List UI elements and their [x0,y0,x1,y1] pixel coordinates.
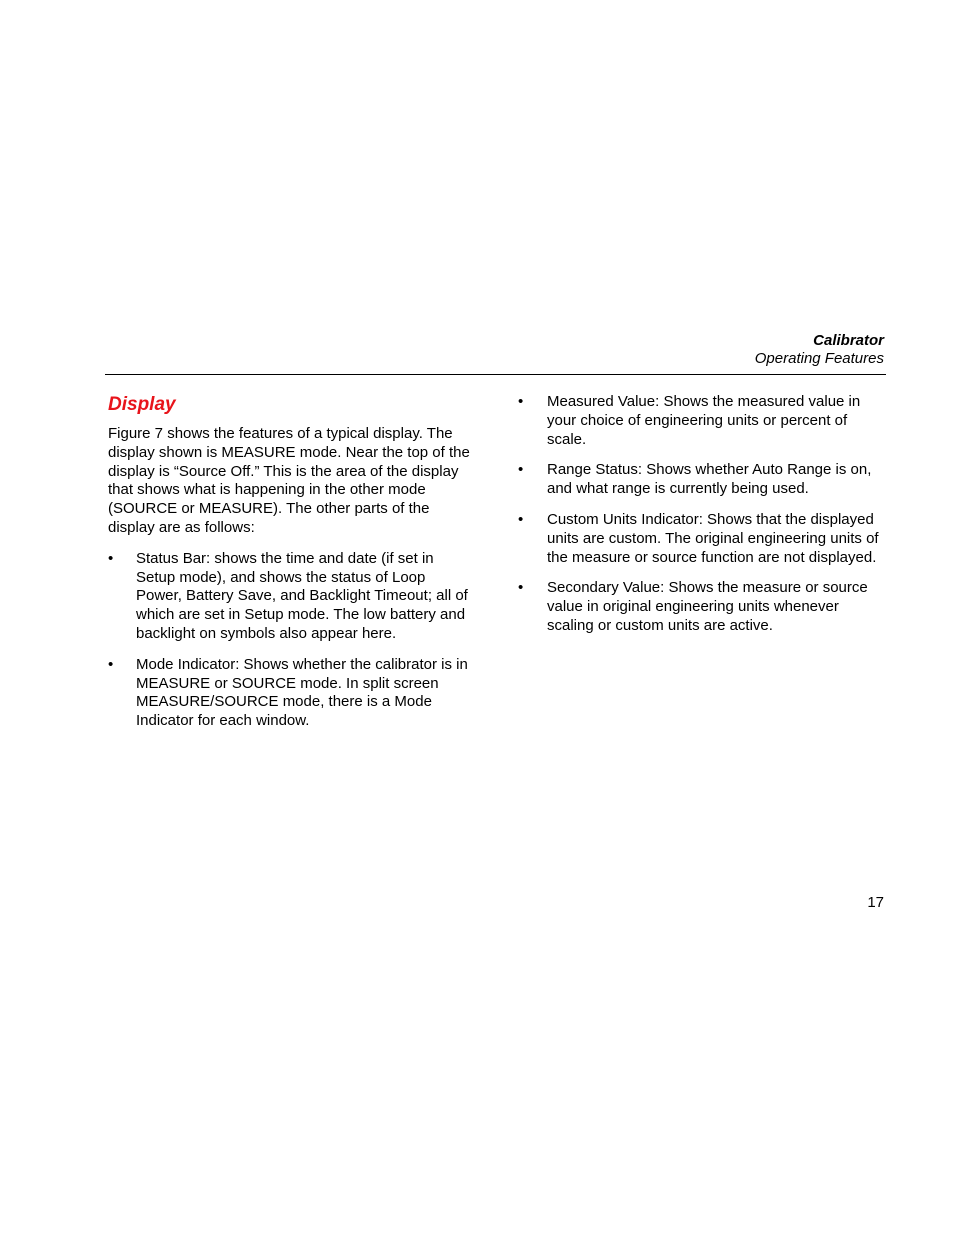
list-item-text: Status Bar: shows the time and date (if set in Setup mode), and shows the status of Loop Power, Battery Save, and Backlight Timeout; all of which are set in Setup mode. The low battery and backlight on symbols also appear here. [136,549,468,642]
page-number: 17 [867,894,884,911]
list-item-text: Secondary Value: Shows the measure or source value in original engineering units whenever scaling or custom units are active. [547,579,868,634]
list-item-text: Custom Units Indicator: Shows that the displayed units are custom. The original engineering units of the measure or source function are not displayed. [547,510,879,566]
intro-paragraph: Figure 7 shows the features of a typical display. The display shown is MEASURE mode. Near the top of the display is “Source Off.” This is the area of the display that shows what is happening in the other mode (SOURCE or MEASURE). The other parts of the display are as follows: [108,425,470,536]
left-bullet-list [108,550,470,731]
left-column [108,393,470,731]
right-bullet-list [518,393,886,636]
list-item-text: Mode Indicator: Shows whether the calibrator is in MEASURE or SOURCE mode. In split screen MEASURE/SOURCE mode, there is a Mode Indicator for each window. [136,655,468,730]
bullet-icon: • [518,510,524,528]
bullet-icon: • [518,461,524,479]
running-head-subtitle: Operating Features [754,350,884,367]
right-column [518,393,886,636]
list-item [108,656,470,731]
list-item [518,461,886,499]
bullet-icon: • [108,549,114,567]
list-item [518,393,886,449]
bullet-icon: • [108,655,114,673]
list-item [518,511,886,567]
running-head-title: Calibrator [813,332,884,349]
list-item-text: Measured Value: Shows the measured value in your choice of engineering units or percent of scale. [547,393,861,448]
list-item [108,550,470,644]
list-item [518,579,886,635]
header-divider [105,374,886,375]
section-title: Display [108,394,176,415]
bullet-icon: • [518,393,524,410]
running-head [755,332,884,368]
bullet-icon: • [518,579,524,597]
list-item-text: Range Status: Shows whether Auto Range is on, and what range is currently being used. [547,461,872,498]
